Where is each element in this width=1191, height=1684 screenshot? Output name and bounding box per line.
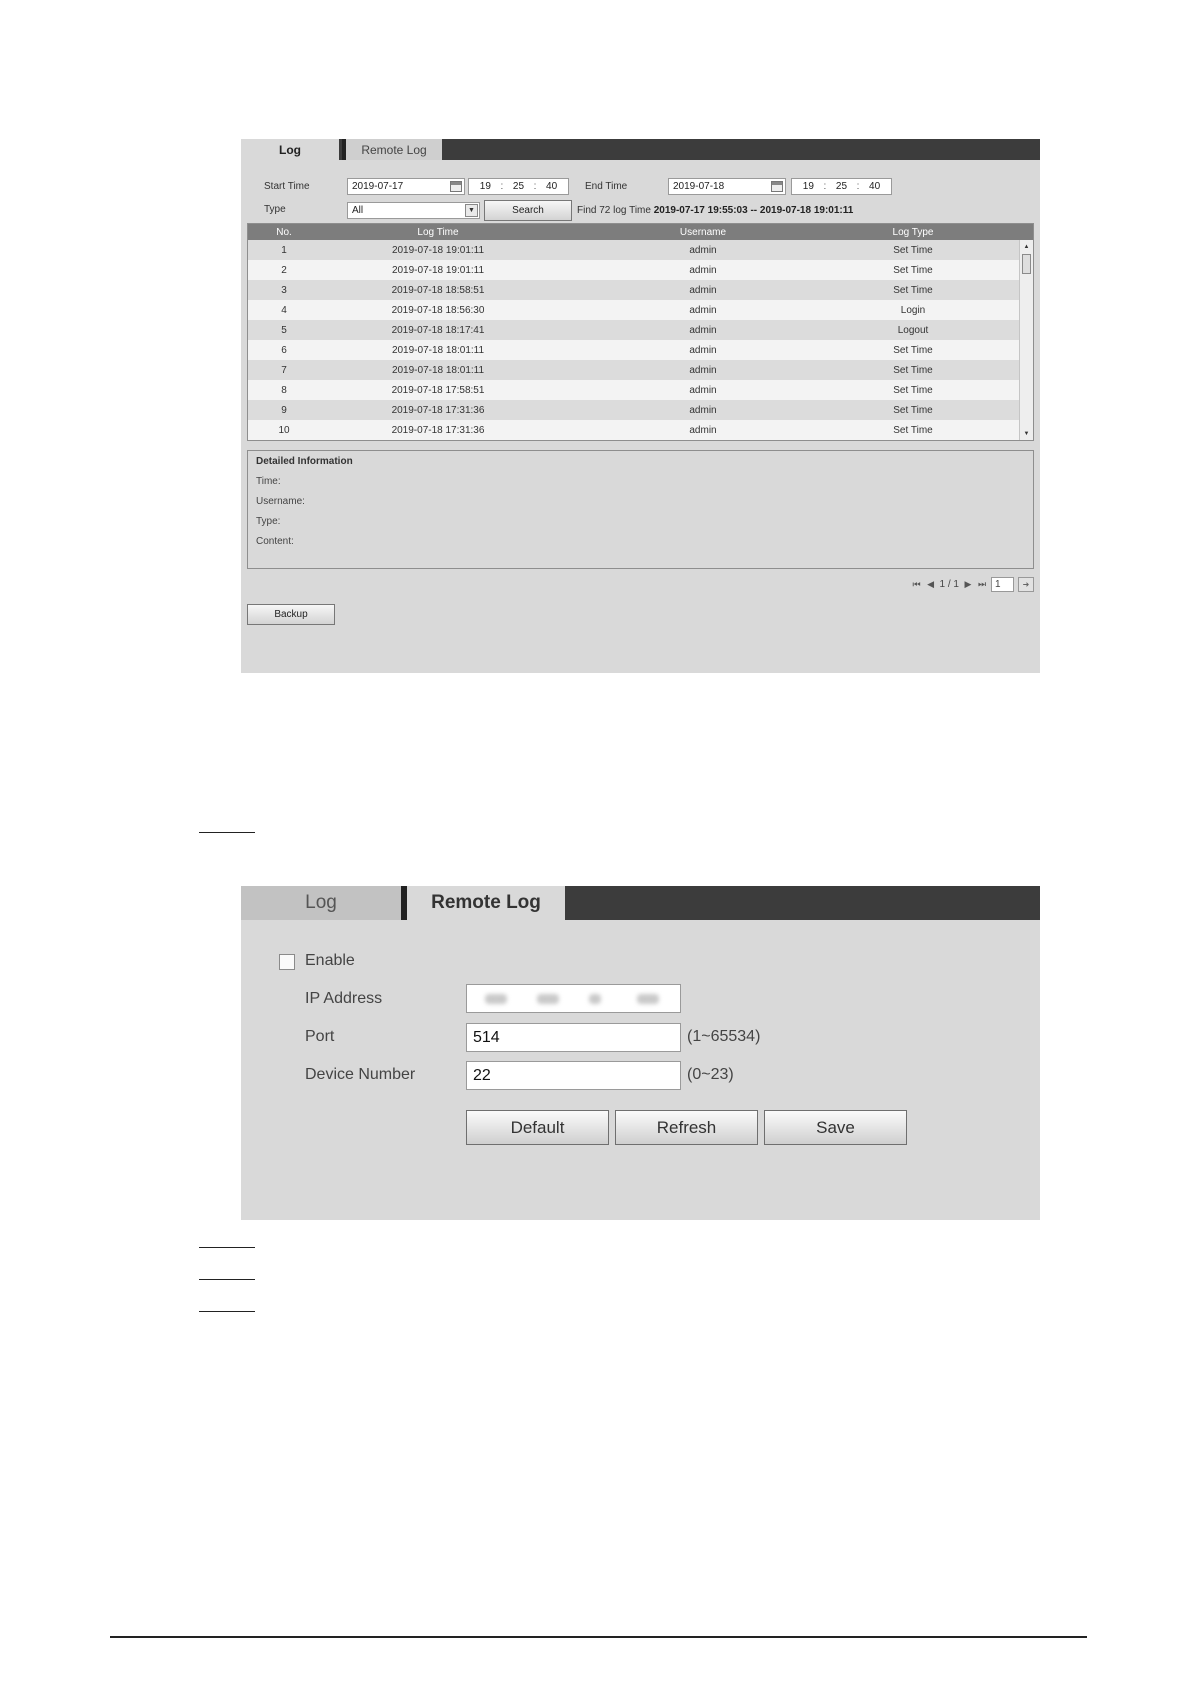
detail-info-box (247, 450, 1034, 569)
remote-tabbar (241, 886, 1040, 920)
calendar-icon[interactable] (771, 181, 783, 192)
save-button[interactable]: Save (764, 1110, 907, 1145)
type-label: Type (264, 204, 286, 215)
device-number-input[interactable]: 22 (466, 1061, 681, 1090)
remote-log-panel (241, 886, 1040, 1220)
tab-log[interactable]: Log (241, 139, 339, 160)
ip-octet-blurred (637, 994, 659, 1004)
cell-no: 2 (281, 264, 287, 276)
ip-address-label: IP Address (305, 990, 383, 1007)
cell-username: admin (689, 304, 717, 316)
table-header (248, 224, 1033, 240)
end-date-input[interactable] (668, 178, 786, 195)
table-row[interactable] (248, 280, 1019, 300)
cell-log-type: Set Time (893, 424, 933, 436)
detail-username: Username: (256, 496, 305, 507)
default-button[interactable]: Default (466, 1110, 609, 1145)
enable-label: Enable (305, 952, 355, 969)
table-row[interactable] (248, 380, 1019, 400)
cell-username: admin (689, 384, 717, 396)
cell-log-type: Set Time (893, 344, 933, 356)
table-row[interactable] (248, 360, 1019, 380)
cell-no: 4 (281, 304, 287, 316)
cell-log-type: Set Time (893, 284, 933, 296)
footer-rule (110, 1636, 1087, 1638)
type-select-value: All (352, 205, 364, 216)
port-input[interactable]: 514 (466, 1023, 681, 1052)
device-number-range-hint: (0~23) (687, 1066, 734, 1083)
first-page-icon[interactable]: ⏮ (912, 578, 921, 589)
end-time-input[interactable] (791, 178, 892, 195)
chevron-down-icon[interactable]: ▼ (465, 204, 478, 217)
cell-log-time: 2019-07-18 18:01:11 (391, 344, 485, 356)
backup-button[interactable]: Backup (247, 604, 335, 625)
cell-log-time: 2019-07-18 18:58:51 (391, 284, 485, 296)
detail-content: Content: (256, 536, 294, 547)
detail-time: Time: (256, 476, 281, 487)
cell-username: admin (689, 364, 717, 376)
cell-username: admin (689, 284, 717, 296)
cell-log-type: Set Time (893, 384, 933, 396)
time-separator: : (856, 181, 860, 192)
cell-log-time: 2019-07-18 18:56:30 (391, 304, 485, 316)
refresh-button[interactable]: Refresh (615, 1110, 758, 1145)
start-date-value: 2019-07-17 (352, 181, 404, 192)
pagination (912, 576, 1034, 592)
cell-no: 8 (281, 384, 287, 396)
last-page-icon[interactable]: ⏭ (977, 578, 987, 589)
cell-username: admin (689, 264, 717, 276)
detail-title: Detailed Information (256, 456, 353, 467)
table-row[interactable] (248, 340, 1019, 360)
page-indicator: 1 / 1 (939, 578, 959, 590)
start-date-input[interactable] (347, 178, 465, 195)
table-row[interactable] (248, 320, 1019, 340)
cell-no: 6 (281, 344, 287, 356)
search-result-summary (577, 205, 853, 216)
cell-username: admin (689, 404, 717, 416)
table-row[interactable] (248, 260, 1019, 280)
step-marker (199, 1279, 255, 1280)
cell-username: admin (689, 324, 717, 336)
cell-log-time: 2019-07-18 17:31:36 (391, 404, 485, 416)
end-hour[interactable]: 19 (802, 181, 814, 192)
search-button[interactable]: Search (484, 200, 572, 221)
cell-no: 9 (281, 404, 287, 416)
end-minute[interactable]: 25 (835, 181, 848, 192)
ip-octet-blurred (589, 994, 601, 1004)
step-marker (199, 832, 255, 833)
start-hour[interactable]: 19 (479, 181, 491, 192)
find-prefix: Find 72 log Time (577, 205, 651, 216)
time-separator: : (500, 181, 504, 192)
table-scrollbar[interactable] (1019, 240, 1033, 440)
prev-page-icon[interactable]: ◀ (927, 578, 934, 589)
scrollbar-thumb[interactable] (1022, 254, 1031, 274)
column-header-log-type[interactable]: Log Type (892, 226, 934, 238)
cell-no: 3 (281, 284, 287, 296)
scroll-up-icon[interactable]: ▲ (1023, 243, 1030, 250)
log-tabbar (241, 139, 1040, 160)
cell-no: 10 (278, 424, 290, 436)
find-range: 2019-07-17 19:55:03 -- 2019-07-18 19:01:11 (653, 205, 854, 216)
table-row[interactable] (248, 420, 1019, 440)
table-row[interactable] (248, 300, 1019, 320)
cell-log-time: 2019-07-18 18:01:11 (391, 364, 485, 376)
column-header-username[interactable]: Username (679, 226, 727, 238)
go-page-icon[interactable]: ➜ (1018, 577, 1034, 592)
cell-username: admin (689, 424, 717, 436)
cell-log-time: 2019-07-18 19:01:11 (391, 244, 485, 256)
cell-log-type: Login (900, 304, 926, 316)
cell-log-time: 2019-07-18 18:17:41 (391, 324, 485, 336)
step-marker (199, 1247, 255, 1248)
ip-octet-blurred (485, 994, 507, 1004)
port-range-hint: (1~65534) (687, 1028, 761, 1045)
column-header-log-time[interactable]: Log Time (417, 226, 459, 238)
log-panel (241, 139, 1040, 673)
tab-remote-log[interactable]: Remote Log (342, 139, 442, 160)
start-time-input[interactable] (468, 178, 569, 195)
ip-octet-blurred (537, 994, 559, 1004)
cell-username: admin (689, 344, 717, 356)
cell-log-type: Set Time (893, 264, 933, 276)
step-marker (199, 1311, 255, 1312)
cell-log-type: Set Time (893, 404, 933, 416)
cell-log-type: Logout (897, 324, 929, 336)
end-second[interactable]: 40 (869, 181, 881, 192)
cell-no: 7 (281, 364, 287, 376)
time-separator: : (533, 181, 537, 192)
device-number-label: Device Number (305, 1066, 416, 1083)
table-row[interactable] (248, 400, 1019, 420)
cell-username: admin (689, 244, 717, 256)
page-input[interactable]: 1 (991, 577, 1014, 592)
tab-log[interactable]: Log (241, 886, 401, 920)
ip-address-input[interactable] (466, 984, 681, 1013)
start-minute[interactable]: 25 (512, 181, 525, 192)
end-time-label: End Time (585, 181, 628, 192)
time-separator: : (823, 181, 827, 192)
cell-log-type: Set Time (893, 364, 933, 376)
log-table (247, 223, 1034, 441)
type-select[interactable] (347, 202, 480, 219)
calendar-icon[interactable] (450, 181, 462, 192)
port-label: Port (305, 1028, 335, 1045)
cell-no: 5 (281, 324, 287, 336)
cell-log-time: 2019-07-18 17:58:51 (391, 384, 485, 396)
start-second[interactable]: 40 (546, 181, 558, 192)
scroll-down-icon[interactable]: ▼ (1023, 430, 1030, 437)
enable-checkbox[interactable] (279, 954, 295, 970)
start-time-label: Start Time (264, 181, 310, 192)
cell-log-type: Set Time (893, 244, 933, 256)
column-header-no[interactable]: No. (276, 226, 292, 238)
detail-type: Type: (256, 516, 281, 527)
next-page-icon[interactable]: ▶ (964, 578, 972, 589)
end-date-value: 2019-07-18 (673, 181, 725, 192)
tab-remote-log[interactable]: Remote Log (401, 886, 565, 920)
table-row[interactable] (248, 240, 1019, 260)
cell-no: 1 (281, 244, 287, 256)
cell-log-time: 2019-07-18 19:01:11 (391, 264, 485, 276)
cell-log-time: 2019-07-18 17:31:36 (391, 424, 485, 436)
